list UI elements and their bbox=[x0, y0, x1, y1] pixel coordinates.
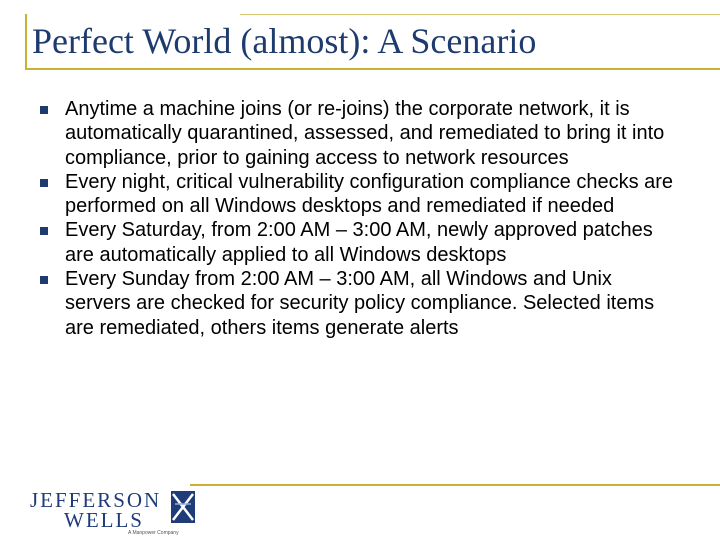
company-logo bbox=[30, 486, 200, 536]
bullet-item bbox=[40, 267, 680, 340]
title-left-rule bbox=[25, 14, 27, 70]
square-bullet-icon bbox=[40, 179, 48, 187]
title-top-rule bbox=[240, 14, 720, 15]
logo-tagline: A Manpower Company bbox=[128, 530, 179, 536]
logo-wordmark-line2: WELLS bbox=[64, 508, 144, 532]
title-bottom-rule bbox=[25, 68, 720, 70]
bullet-list bbox=[40, 97, 680, 340]
bullet-item bbox=[40, 97, 680, 170]
bullet-text: Every night, critical vulnerability configuration compliance checks are performed on all Windows desktops and remediated if needed bbox=[65, 170, 674, 218]
square-bullet-icon bbox=[40, 106, 48, 114]
bullet-text: Every Sunday from 2:00 AM – 3:00 AM, all Windows and Unix servers are checked for security policy compliance. Selected items are remediated, others items generate alerts bbox=[65, 268, 655, 339]
bullet-item bbox=[40, 218, 680, 267]
footer-rule bbox=[190, 484, 720, 486]
logo-mark-icon bbox=[170, 490, 196, 524]
bullet-text: Every Saturday, from 2:00 AM – 3:00 AM, newly approved patches are automatically applied to all Windows desktops bbox=[65, 219, 653, 266]
bullet-text: Anytime a machine joins (or re-joins) the corporate network, it is automatically quarantined, assessed, and remediated to bring it into compliance, prior to gaining access to network resources bbox=[65, 98, 665, 169]
logo-wordmark-line1: JEFFERSON bbox=[30, 488, 162, 512]
square-bullet-icon bbox=[40, 276, 48, 284]
slide-title: Perfect World (almost): A Scenario bbox=[32, 21, 537, 61]
bullet-item bbox=[40, 170, 680, 219]
square-bullet-icon bbox=[40, 227, 48, 235]
